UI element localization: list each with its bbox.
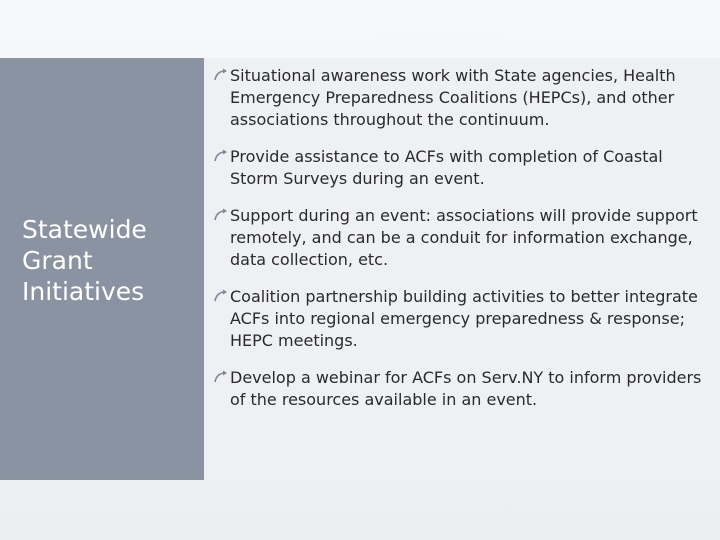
bullet-item	[210, 146, 710, 190]
curved-arrow-icon	[213, 148, 229, 164]
bullet-item	[210, 286, 710, 352]
bullet-item	[210, 367, 710, 411]
bullet-text: Provide assistance to ACFs with completion of Coastal Storm Surveys during an event.	[230, 147, 663, 188]
bullet-text: Develop a webinar for ACFs on Serv.NY to inform providers of the resources available in an event.	[230, 368, 702, 409]
curved-arrow-icon	[213, 67, 229, 83]
bullet-text: Situational awareness work with State agencies, Health Emergency Preparedness Coalitions (HEPCs), and other associations throughout the continuum.	[230, 66, 676, 129]
bullet-text: Support during an event: associations will provide support remotely, and can be a conduit for information exchange, data collection, etc.	[230, 206, 698, 269]
curved-arrow-icon	[213, 207, 229, 223]
slide-title: Statewide Grant Initiatives	[22, 215, 147, 306]
bullet-list	[210, 65, 710, 426]
bullet-item	[210, 205, 710, 271]
bullet-text: Coalition partnership building activities to better integrate ACFs into regional emergency preparedness & response; HEPC meetings.	[230, 287, 698, 350]
curved-arrow-icon	[213, 369, 229, 385]
curved-arrow-icon	[213, 288, 229, 304]
bullet-item	[210, 65, 710, 131]
